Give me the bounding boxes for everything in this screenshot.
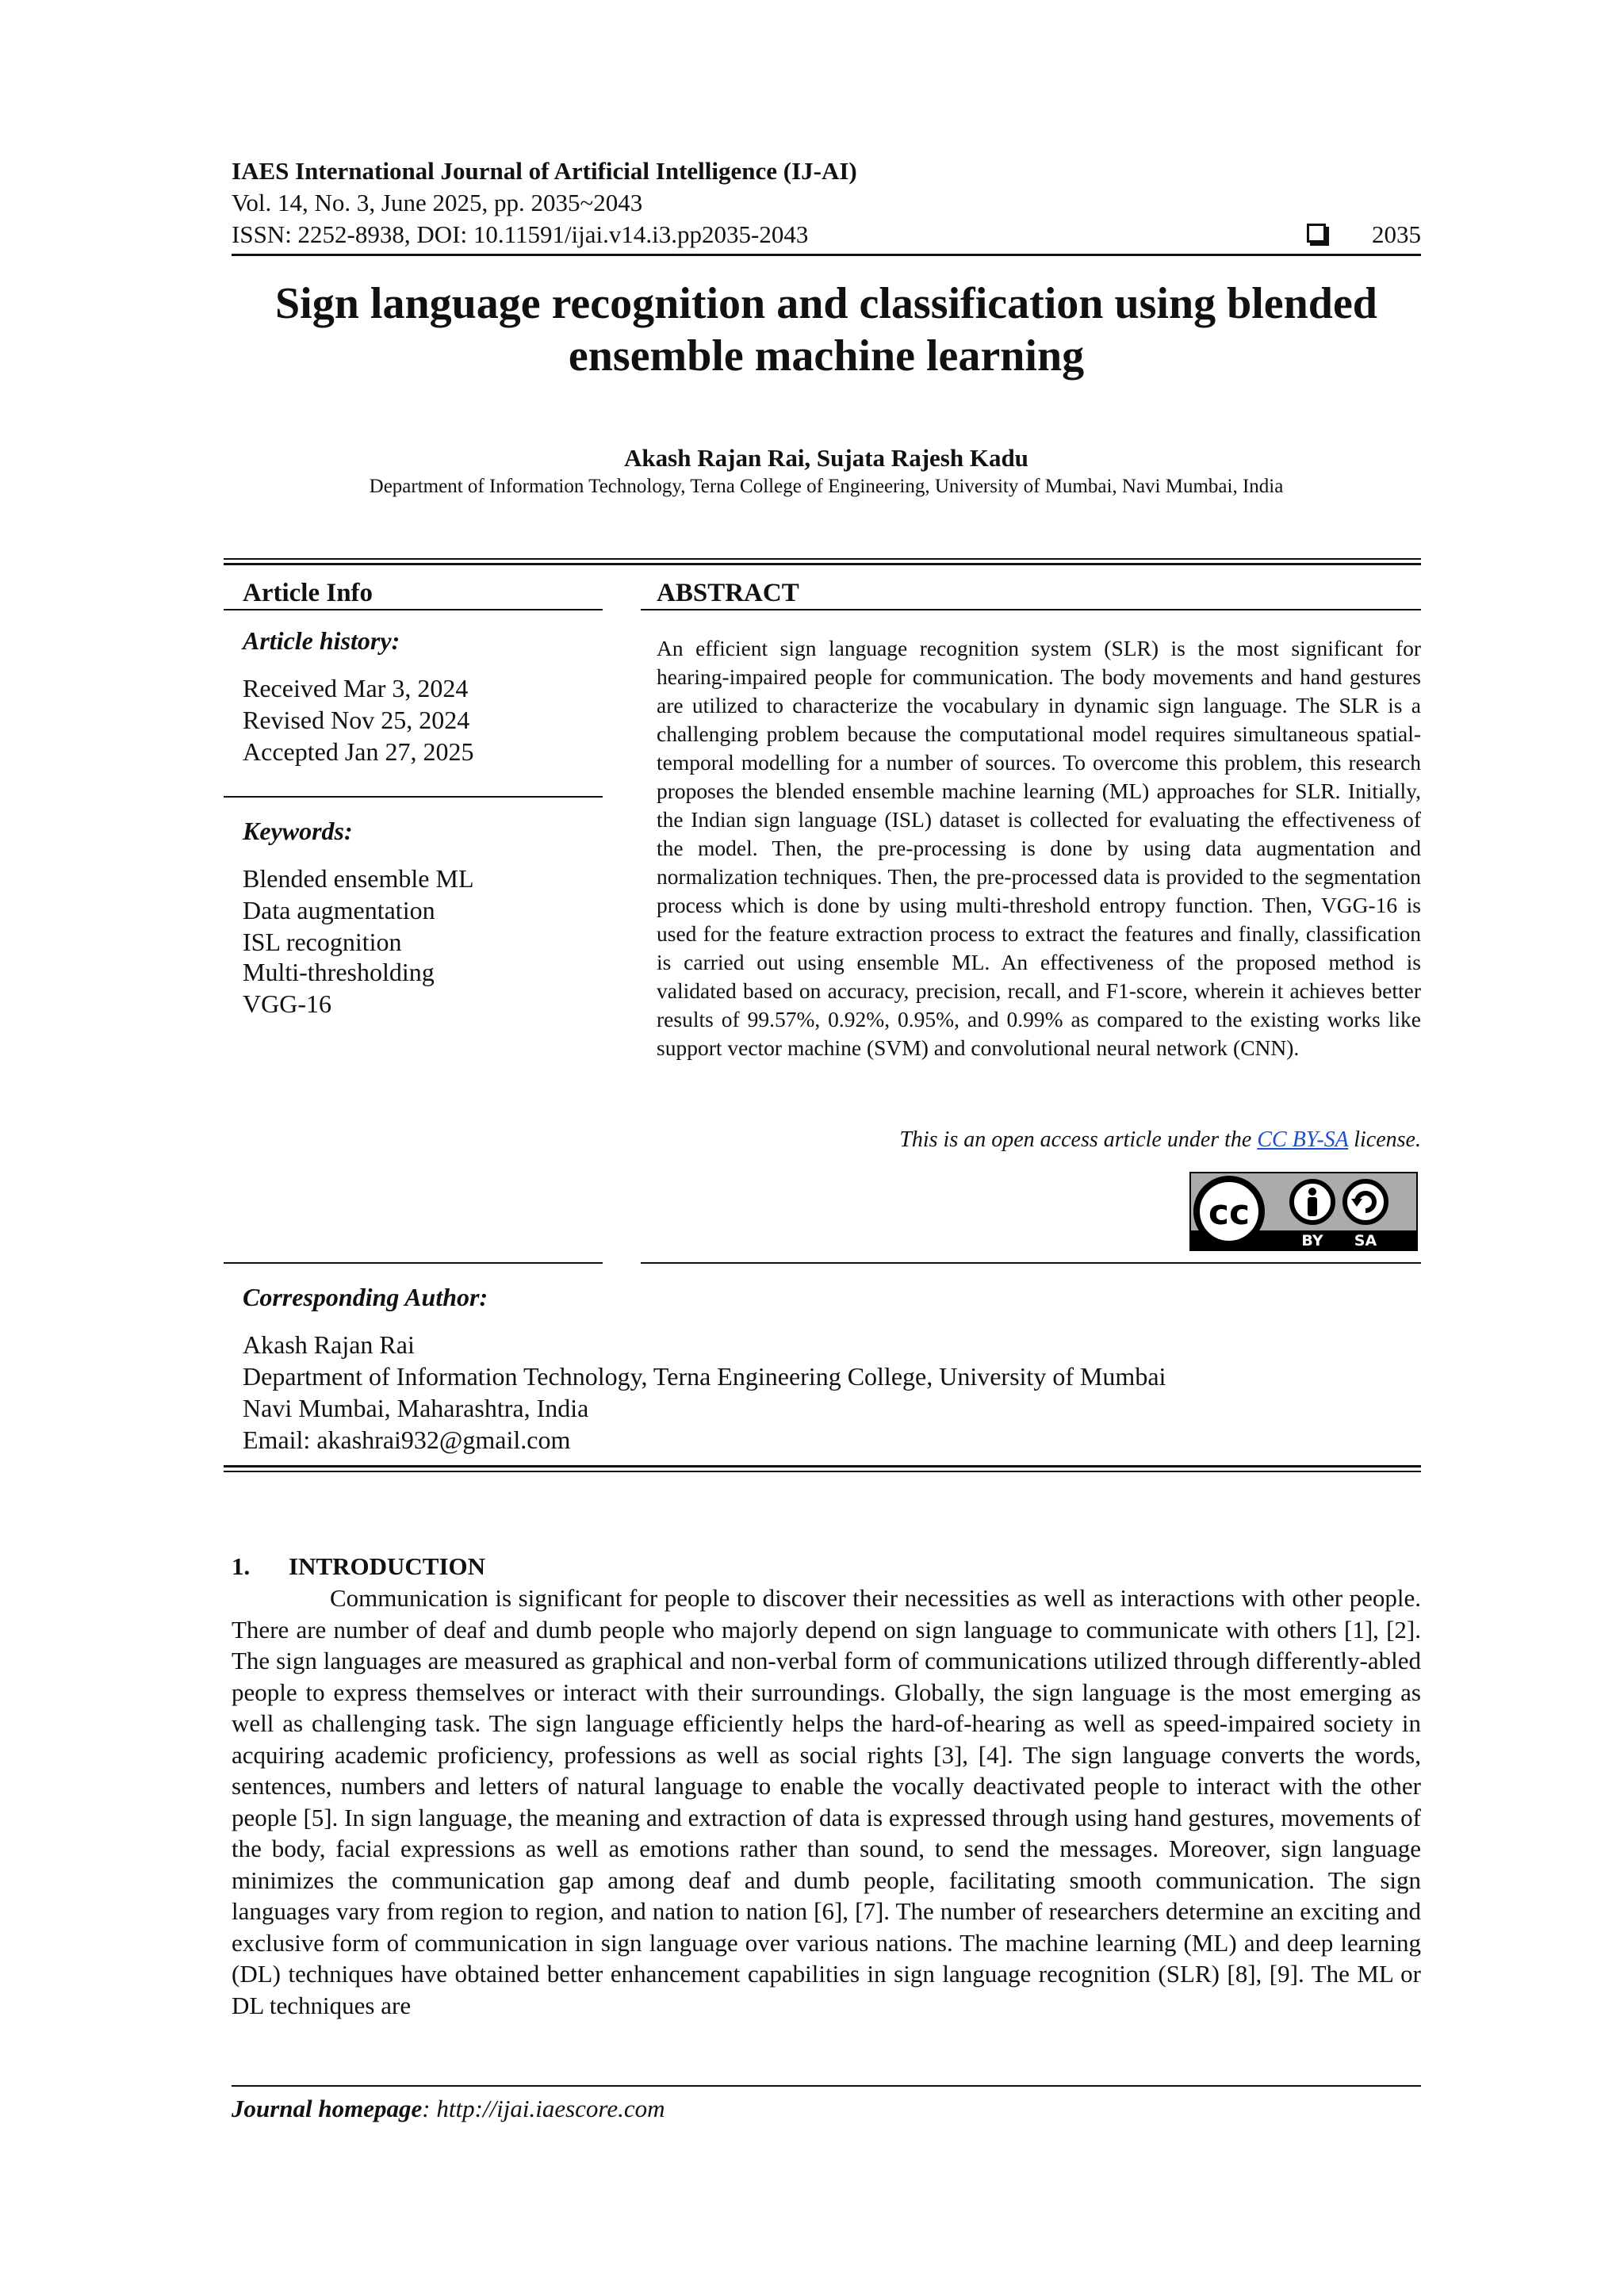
license-suffix: license. bbox=[1348, 1127, 1421, 1152]
page-box-icon bbox=[1307, 224, 1326, 243]
keywords-heading: Keywords: bbox=[243, 817, 353, 845]
cc-by-sa-badge-icon[interactable] bbox=[1189, 1172, 1418, 1251]
journal-name: IAES International Journal of Artificial Intelligence (IJ-AI) bbox=[232, 157, 857, 185]
corresponding-name: Akash Rajan Rai bbox=[243, 1330, 415, 1359]
article-history-heading: Article history: bbox=[243, 626, 400, 655]
section-title: INTRODUCTION bbox=[289, 1552, 486, 1580]
badge-by-label: BY bbox=[1301, 1232, 1323, 1249]
header-rule bbox=[232, 254, 1421, 256]
cc-logo-text: cc bbox=[1208, 1192, 1251, 1233]
introduction-paragraph: Communication is significant for people to discover their necessities as well as interactions with other people. There are number of deaf and dumb people who majorly depend on sign language to communicate with others [1], [2]. The sign languages are measured as graphical and non-verbal form of communications utilized through differently-abled people to express themselves or interact with their surroundings. Globally, the sign language is the most emerging as well as challenging task. The sign language efficiently helps the hard-of-hearing as well as speed-impaired society in acquiring academic proficiency, professions as well as social rights [3], [4]. The sign language converts the words, sentences, numbers and letters of natural language to enable the vocally deactivated people to interact with the other people [5]. In sign language, the meaning and extraction of data is expressed through using hand gestures, movements of the body, facial expressions as well as emotions rather than sound, to send the messages. Moreover, sign language minimizes the communication gap among deaf and dumb people, facilitating smooth communication. The sign languages vary from region to region, and nation to nation [6], [7]. The number of researchers determine an exciting and exclusive form of communication in sign language over various nations. The machine learning (ML) and deep learning (DL) techniques have obtained better enhancement capabilities in sign language recognition (SLR) [8], [9]. The ML or DL techniques are bbox=[232, 1584, 1421, 2019]
homepage-label: Journal homepage bbox=[232, 2095, 423, 2122]
homepage-url[interactable]: : http://ijai.iaescore.com bbox=[422, 2095, 665, 2122]
section-number: 1. bbox=[232, 1552, 251, 1580]
author-affiliation: Department of Information Technology, Terna College of Engineering, University of Mumbai, Navi Mumbai, India bbox=[369, 476, 1284, 497]
info-top-rule bbox=[224, 558, 1421, 560]
keyword-item: Multi-thresholding bbox=[243, 958, 435, 986]
journal-issn-doi: ISSN: 2252-8938, DOI: 10.11591/ijai.v14.i3.pp2035-2043 bbox=[232, 220, 809, 248]
keyword-item: Blended ensemble ML bbox=[243, 864, 474, 893]
keyword-item: Data augmentation bbox=[243, 896, 435, 924]
page-number: 2035 bbox=[1372, 220, 1421, 248]
abstract-heading: ABSTRACT bbox=[657, 579, 799, 607]
info-top-rule-thick bbox=[224, 563, 1421, 565]
license-link[interactable]: CC BY-SA bbox=[1257, 1127, 1349, 1152]
corresponding-department: Department of Information Technology, Terna Engineering College, University of Mumbai bbox=[243, 1362, 1166, 1391]
accepted-date: Accepted Jan 27, 2025 bbox=[243, 737, 474, 766]
info-bottom-rule-thick bbox=[224, 1465, 1421, 1468]
license-notice bbox=[657, 1126, 1421, 1154]
abstract-text: An efficient sign language recognition system (SLR) is the most significant for hearing-impaired people for communication. The body movements and hand gestures are utilized to characterize the vocabulary in dynamic sign language. The SLR is a challenging problem because the computational model requires simultaneous spatial-temporal modelling for a number of sources. To overcome this problem, this research proposes the blended ensemble machine learning (ML) approaches for SLR. Initially, the Indian sign language (ISL) dataset is collected for evaluating the effectiveness of the model. Then, the pre-processing is done by using data augmentation and normalization techniques. Then, the pre-processed data is provided to the segmentation process which is done by using multi-threshold entropy function. Then, VGG-16 is used for the feature extraction process to extract the features and finally, classification is carried out using ensemble ML. An effectiveness of the proposed method is validated based on accuracy, precision, recall, and F1-score, wherein it achieves better results of 99.57%, 0.92%, 0.95%, and 0.99% as compared to the existing works like support vector machine (SVM) and convolutional neural network (CNN). bbox=[657, 636, 1421, 1060]
article-info-heading: Article Info bbox=[243, 579, 373, 607]
corresponding-location: Navi Mumbai, Maharashtra, India bbox=[243, 1394, 589, 1422]
introduction-heading bbox=[232, 1551, 485, 1582]
info-bottom-rule bbox=[224, 1471, 1421, 1472]
received-date: Received Mar 3, 2024 bbox=[243, 674, 469, 702]
abstract-bottom-rule bbox=[641, 1262, 1421, 1264]
keyword-item: ISL recognition bbox=[243, 928, 402, 956]
paper-title: Sign language recognition and classification using blended ensemble machine learning bbox=[275, 279, 1377, 381]
paper-authors: Akash Rajan Rai, Sujata Rajesh Kadu bbox=[624, 444, 1028, 472]
badge-sa-label: SA bbox=[1354, 1232, 1377, 1249]
corresponding-email[interactable]: Email: akashrai932@gmail.com bbox=[243, 1425, 571, 1454]
corresponding-heading: Corresponding Author: bbox=[243, 1283, 488, 1311]
keyword-item: VGG-16 bbox=[243, 989, 331, 1018]
license-prefix: This is an open access article under the bbox=[899, 1127, 1258, 1152]
abstract-rule bbox=[641, 609, 1421, 610]
article-info-rule bbox=[224, 609, 603, 610]
keywords-rule bbox=[224, 1262, 603, 1264]
journal-volume: Vol. 14, No. 3, June 2025, pp. 2035~2043 bbox=[232, 189, 643, 216]
footer-rule bbox=[232, 2085, 1421, 2087]
history-rule bbox=[224, 796, 603, 798]
revised-date: Revised Nov 25, 2024 bbox=[243, 706, 470, 734]
journal-homepage bbox=[232, 2093, 665, 2125]
